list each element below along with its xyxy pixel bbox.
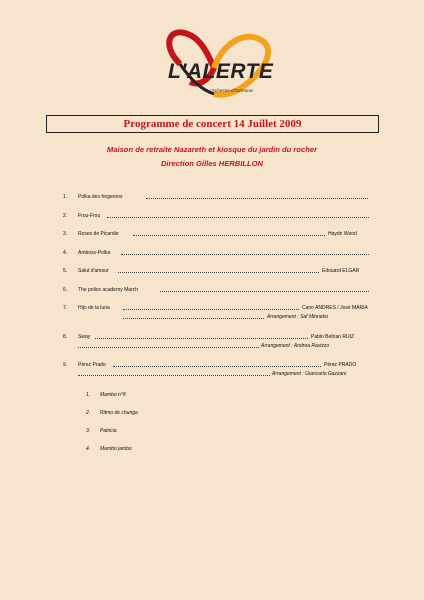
sub-item-number: 4. [86,446,91,452]
sub-item-title: Mambo n°8 [100,392,126,398]
director-subtitle: Direction Gilles HERBILLON [160,159,264,168]
arrangement-credit: Arrangement : Saf Minnebo [267,314,329,320]
item-composer: Pérez PRADO [324,362,357,368]
item-title: Salut d'amour [78,268,109,274]
venue-subtitle: Maison de retraite Nazareth et kiosque du jardin du rocher [106,145,318,154]
item-number: 8. [63,334,68,340]
leader-dots [95,338,308,339]
arrangement-line [63,370,383,380]
item-number: 4. [63,250,68,256]
program-title: Programme de concert 14 Juillet 2009 [46,115,379,133]
sub-item-title: Ritmo de chunga [100,410,138,416]
arrangement-line [63,313,383,323]
program-item [63,267,383,277]
leader-dots [133,235,325,236]
item-composer: Edouard ELGAR [322,268,360,274]
leader-dots [78,375,270,376]
item-title: Polka des forgerons [78,194,123,200]
leader-dots [146,198,368,199]
sub-item-number: 1. [86,392,91,398]
leader-dots [118,272,319,273]
sub-item [86,409,286,419]
logo-name: L'ALERTE [168,60,274,83]
leader-dots [123,309,299,310]
item-number: 6. [63,287,68,293]
sub-item-title: Mambo jambo [100,446,132,452]
sub-item [86,391,286,401]
logo-tagline: Orchestre d'harmonie [210,88,254,93]
sub-item [86,445,286,455]
item-number: 1. [63,194,68,200]
item-number: 5. [63,268,68,274]
program-item [63,230,383,240]
arrangement-credit: Arrangement : Giancarlo Gazzani [272,371,347,377]
item-title: The police academy March [78,287,139,293]
item-title: Sway [78,334,91,340]
item-title: Pérez Prado [78,362,106,368]
program-item [63,249,383,259]
item-number: 7. [63,305,68,311]
leader-dots [78,347,259,348]
arrangement-line [63,342,383,352]
program-item [63,212,383,222]
leader-dots [160,291,369,292]
leader-dots [121,254,369,255]
sub-item-number: 2. [86,410,91,416]
leader-dots [123,318,264,319]
leader-dots [113,366,321,367]
arrangement-credit: Arrangement : Andrea Ravizzo [261,343,330,349]
item-title: Hijo de la luna [78,305,110,311]
item-title: Amboss-Polka [78,250,111,256]
item-title: Frou-Frou [78,213,101,219]
program-item [63,286,383,296]
leader-dots [107,217,369,218]
program-item [63,193,383,203]
item-number: 9. [63,362,68,368]
item-composer: Cano ANDRES / José MARIA [302,305,368,311]
alerte-logo [150,24,280,104]
sub-item [86,427,286,437]
item-title: Roses de Picardie [78,231,119,237]
item-composer: Haydn Wood [328,231,357,237]
item-number: 3. [63,231,68,237]
item-composer: Pablo Beltran RUIZ [311,334,355,340]
sub-item-title: Patricia [100,428,117,434]
sub-item-number: 3. [86,428,91,434]
item-number: 2. [63,213,68,219]
